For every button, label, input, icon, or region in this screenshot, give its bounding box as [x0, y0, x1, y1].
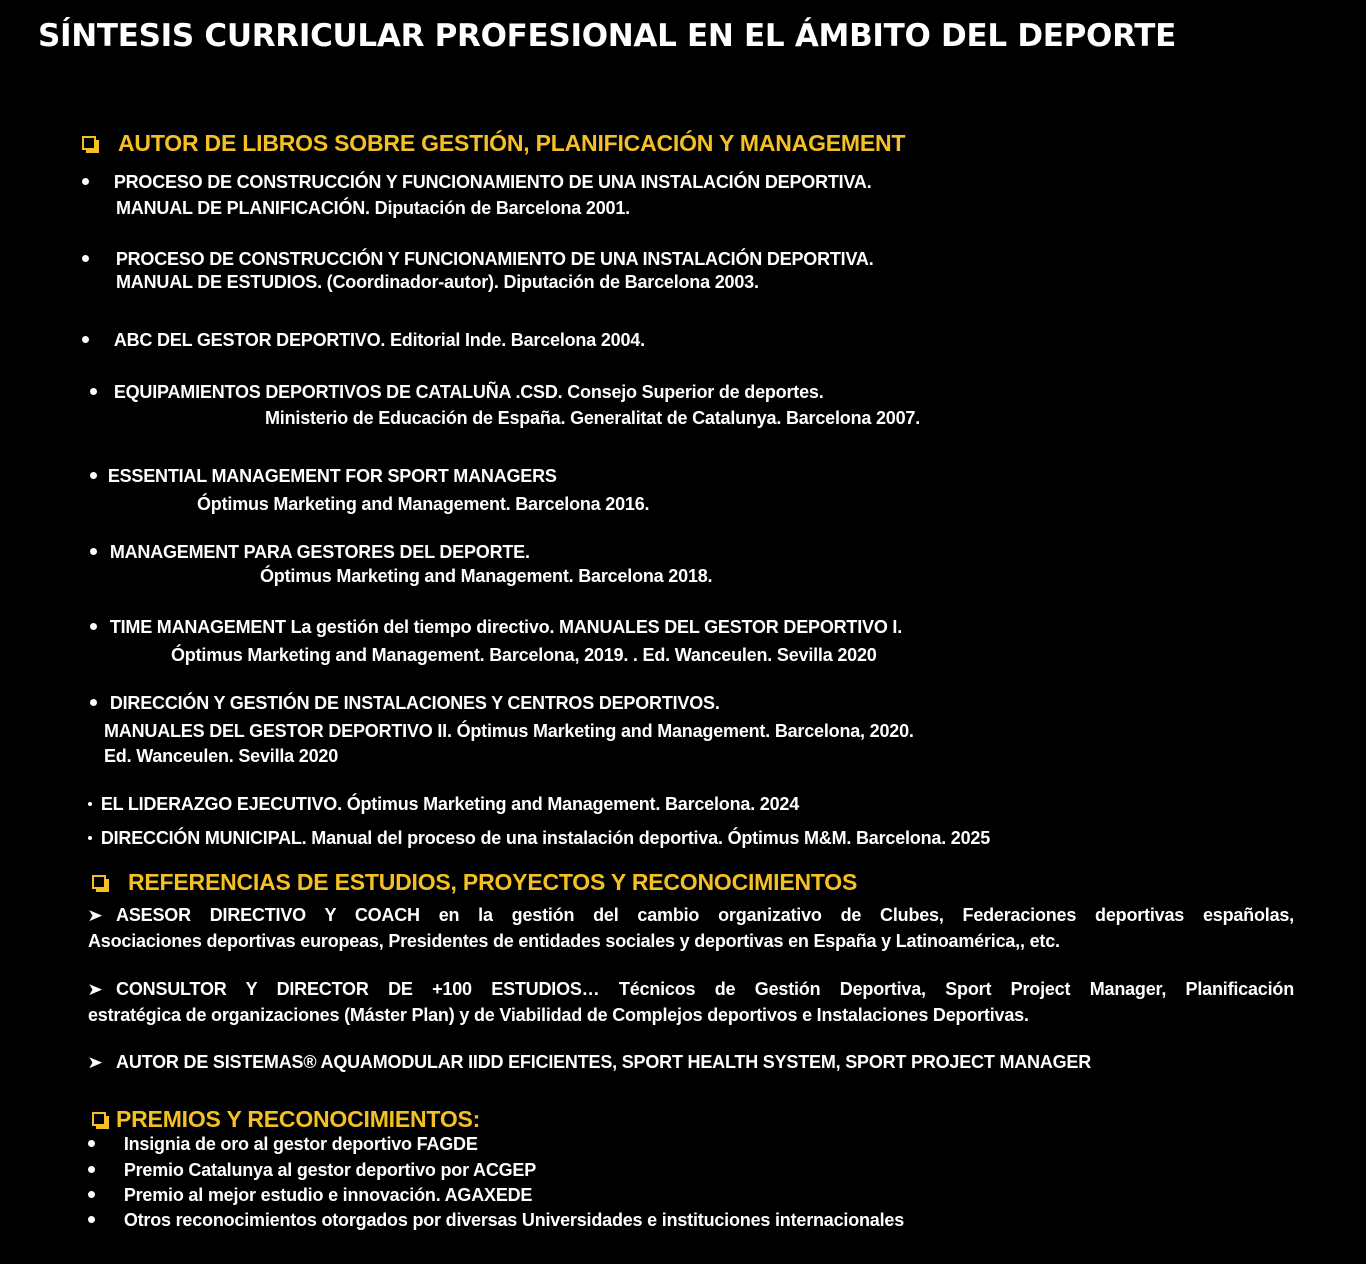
reference-text: AUTOR DE SISTEMAS® AQUAMODULAR IIDD EFICIENTES, SPORT HEALTH SYSTEM, SPORT PROJECT MANAGER — [116, 1052, 1092, 1072]
section-heading-awards — [92, 1106, 480, 1133]
book-detail: MANUAL DE PLANIFICACIÓN. Diputación de Barcelona 2001. — [116, 198, 630, 218]
book-detail: Óptimus Marketing and Management. Barcelona, 2019. . Ed. Wanceulen. Sevilla 2020 — [171, 645, 877, 665]
bullet-icon — [82, 255, 89, 262]
arrow-right-icon: ➤ — [87, 906, 103, 925]
page-title: SÍNTESIS CURRICULAR PROFESIONAL EN EL ÁMBITO DEL DEPORTE — [38, 18, 1176, 54]
list-item-reference-1 — [88, 905, 1294, 926]
section-heading-awards-text: PREMIOS Y RECONOCIMIENTOS: — [116, 1106, 481, 1132]
book-title: PROCESO DE CONSTRUCCIÓN Y FUNCIONAMIENTO DE UNA INSTALACIÓN DEPORTIVA. — [115, 249, 874, 269]
list-item-book-8 — [90, 693, 720, 714]
checkbox-square-icon — [92, 875, 106, 889]
book-title: DIRECCIÓN Y GESTIÓN DE INSTALACIONES Y CENTROS DEPORTIVOS. — [109, 693, 720, 713]
book-title: MANAGEMENT PARA GESTORES DEL DEPORTE. — [109, 542, 530, 562]
bullet-icon — [88, 802, 92, 806]
book-detail: MANUALES DEL GESTOR DEPORTIVO II. Óptimus Marketing and Management. Barcelona, 2020. — [104, 721, 914, 741]
book-title: EL LIDERAZGO EJECUTIVO. Óptimus Marketing and Management. Barcelona. 2024 — [100, 794, 800, 814]
list-item-reference-2 — [88, 979, 1294, 1000]
list-item-book-4 — [90, 382, 824, 403]
list-item-award-3 — [88, 1185, 532, 1206]
book-detail: Óptimus Marketing and Management. Barcelona 2016. — [197, 494, 650, 514]
list-item-award-4 — [88, 1210, 904, 1231]
reference-text-continued: estratégica de organizaciones (Máster Plan) y de Viabilidad de Complejos deportivos e Instalaciones Deportivas. — [88, 1005, 1029, 1025]
book-detail: Ministerio de Educación de España. Generalitat de Catalunya. Barcelona 2007. — [265, 408, 921, 428]
list-item-book-9 — [88, 794, 799, 815]
list-item-book-7 — [90, 617, 902, 638]
list-item-book-10 — [88, 828, 990, 849]
award-text: Otros reconocimientos otorgados por diversas Universidades e instituciones internacionales — [123, 1210, 905, 1230]
section-heading-books-text: AUTOR DE LIBROS SOBRE GESTIÓN, PLANIFICACIÓN Y MANAGEMENT — [118, 130, 906, 156]
reference-text-continued: Asociaciones deportivas europeas, Presidentes de entidades sociales y deportivas en España y Latinoamérica,, etc. — [88, 931, 1060, 951]
bullet-icon — [90, 388, 97, 395]
book-title: TIME MANAGEMENT La gestión del tiempo directivo. MANUALES DEL GESTOR DEPORTIVO I. — [109, 617, 903, 637]
bullet-icon — [90, 699, 97, 706]
list-item-reference-3 — [88, 1052, 1091, 1073]
bullet-icon — [82, 178, 89, 185]
list-item-book-2 — [82, 249, 874, 270]
section-heading-books — [82, 130, 905, 157]
bullet-icon — [88, 1191, 95, 1198]
bullet-icon — [90, 623, 97, 630]
award-text: Premio Catalunya al gestor deportivo por ACGEP — [123, 1160, 537, 1180]
checkbox-square-icon — [82, 136, 96, 150]
section-heading-references — [92, 869, 857, 896]
book-title: EQUIPAMIENTOS DEPORTIVOS DE CATALUÑA .CSD. Consejo Superior de deportes. — [113, 382, 824, 402]
book-title: DIRECCIÓN MUNICIPAL. Manual del proceso de una instalación deportiva. Óptimus M&M. Barcelona. 2025 — [100, 828, 991, 848]
list-item-book-5 — [90, 466, 557, 487]
reference-text: ASESOR DIRECTIVO Y COACH en la gestión del cambio organizativo de Clubes, Federaciones deportivas españolas, — [116, 905, 1294, 925]
bullet-icon — [88, 1166, 95, 1173]
bullet-icon — [88, 836, 92, 840]
arrow-right-icon: ➤ — [87, 1053, 103, 1072]
book-detail: Ed. Wanceulen. Sevilla 2020 — [104, 746, 339, 766]
award-text: Insignia de oro al gestor deportivo FAGDE — [123, 1134, 478, 1154]
book-title: PROCESO DE CONSTRUCCIÓN Y FUNCIONAMIENTO DE UNA INSTALACIÓN DEPORTIVA. — [113, 172, 872, 192]
bullet-icon — [88, 1140, 95, 1147]
list-item-book-1 — [82, 172, 872, 193]
book-detail: Óptimus Marketing and Management. Barcelona 2018. — [260, 566, 713, 586]
list-item-book-3 — [82, 330, 645, 351]
book-title: ABC DEL GESTOR DEPORTIVO. Editorial Inde. Barcelona 2004. — [113, 330, 645, 350]
award-text: Premio al mejor estudio e innovación. AGAXEDE — [123, 1185, 533, 1205]
list-item-award-1 — [88, 1134, 478, 1155]
reference-text: CONSULTOR Y DIRECTOR DE +100 ESTUDIOS… Técnicos de Gestión Deportiva, Sport Project Manager, Planificación — [116, 979, 1294, 999]
bullet-icon — [90, 548, 97, 555]
section-heading-references-text: REFERENCIAS DE ESTUDIOS, PROYECTOS Y RECONOCIMIENTOS — [128, 869, 858, 895]
bullet-icon — [90, 472, 97, 479]
list-item-award-2 — [88, 1160, 536, 1181]
book-title: ESSENTIAL MANAGEMENT FOR SPORT MANAGERS — [107, 466, 557, 486]
book-detail: MANUAL DE ESTUDIOS. (Coordinador-autor). Diputación de Barcelona 2003. — [116, 272, 759, 292]
list-item-book-6 — [90, 542, 530, 563]
bullet-icon — [82, 336, 89, 343]
checkbox-square-icon — [92, 1112, 106, 1126]
arrow-right-icon: ➤ — [87, 980, 103, 999]
bullet-icon — [88, 1216, 95, 1223]
